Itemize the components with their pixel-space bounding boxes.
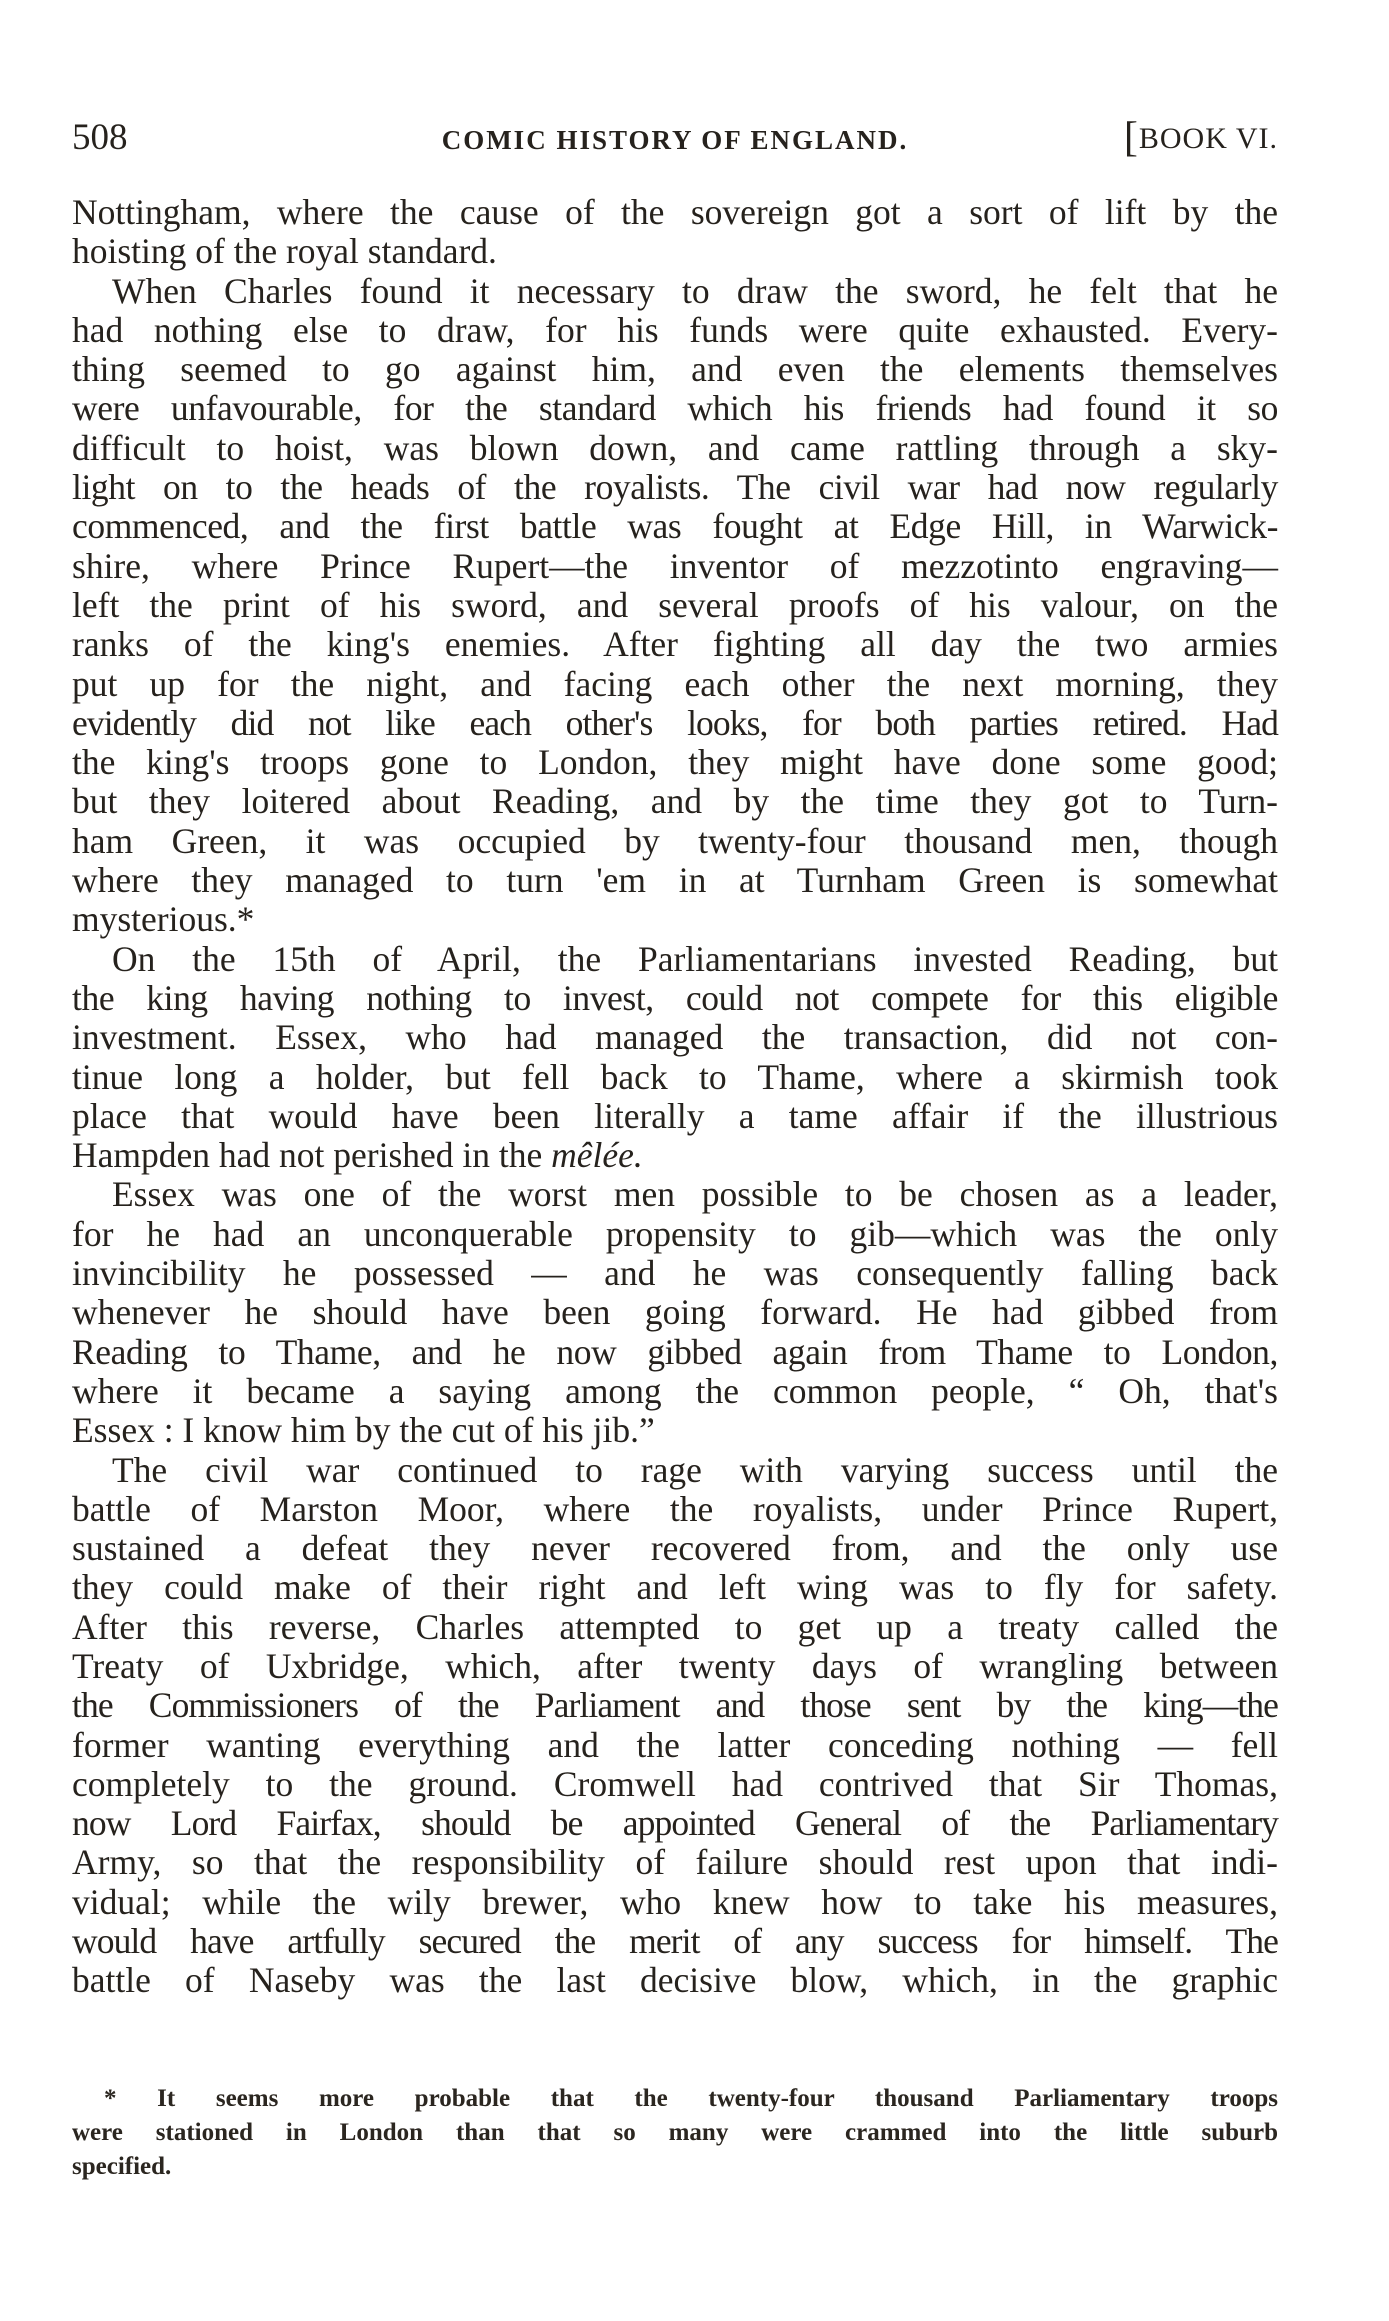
text-line: evidently did not like each other's looks, for both parties retired. Had	[72, 702, 1278, 743]
text-line: had nothing else to draw, for his funds were quite exhausted. Every-	[72, 309, 1278, 350]
footnote	[72, 2082, 1278, 2184]
footnote-line: specified.	[72, 2153, 172, 2180]
text-line: ranks of the king's enemies. After fighting all day the two armies	[72, 624, 1278, 665]
text-line: invincibility he possessed — and he was consequently falling back	[72, 1253, 1278, 1294]
bracket-glyph: [	[1123, 115, 1139, 161]
footnote-line: * It seems more probable that the twenty-four thousand Parliamentary troops	[104, 2085, 1278, 2112]
text-line: Treaty of Uxbridge, which, after twenty days of wrangling between	[72, 1645, 1278, 1686]
text-line: vidual; while the wily brewer, who knew how to take his measures,	[72, 1881, 1278, 1922]
text-line: put up for the night, and facing each other the next morning, they	[72, 663, 1278, 704]
body-text	[72, 193, 1278, 2001]
text-line: light on to the heads of the royalists. The civil war had now regularly	[72, 467, 1278, 508]
text-line: Essex was one of the worst men possible to be chosen as a leader,	[112, 1174, 1278, 1215]
text-line: completely to the ground. Cromwell had contrived that Sir Thomas,	[72, 1763, 1278, 1804]
text-line: thing seemed to go against him, and even the elements themselves	[72, 349, 1278, 390]
text-line: tinue long a holder, but fell back to Thame, where a skirmish took	[72, 1056, 1278, 1097]
page-number: 508	[72, 117, 128, 158]
text-line: Army, so that the responsibility of failure should rest upon that indi-	[72, 1842, 1278, 1883]
book-label-text: BOOK VI.	[1138, 122, 1278, 155]
text-line: shire, where Prince Rupert—the inventor of mezzotinto engraving—	[72, 545, 1278, 586]
text-line: investment. Essex, who had managed the transaction, did not con-	[72, 1017, 1278, 1058]
text-line: where it became a saying among the common people, “ Oh, that's	[72, 1370, 1278, 1411]
running-title: COMIC HISTORY OF ENGLAND.	[441, 125, 909, 155]
italic-word: mêlée.	[551, 1135, 643, 1176]
text-line: When Charles found it necessary to draw the sword, he felt that he	[112, 270, 1278, 311]
text-line: where they managed to turn 'em in at Turnham Green is somewhat	[72, 860, 1278, 901]
paragraph	[72, 940, 1278, 1176]
paragraph	[72, 272, 1278, 940]
text-line: On the 15th of April, the Parliamentarians invested Reading, but	[112, 938, 1278, 979]
text-line: left the print of his sword, and several proofs of his valour, on the	[72, 584, 1278, 625]
text-line: whenever he should have been going forward. He had gibbed from	[72, 1292, 1278, 1333]
text-line: former wanting everything and the latter conceding nothing — fell	[72, 1724, 1278, 1765]
footnote-line: were stationed in London than that so many were crammed into the little suburb	[72, 2119, 1278, 2146]
paragraph	[72, 1175, 1278, 1450]
text-line: now Lord Fairfax, should be appointed General of the Parliamentary	[72, 1803, 1278, 1844]
paragraph	[72, 193, 1278, 272]
text-line: battle of Marston Moor, where the royalists, under Prince Rupert,	[72, 1488, 1278, 1529]
text-line: mysterious.*	[72, 899, 255, 940]
text-line: the king having nothing to invest, could not compete for this eligible	[72, 977, 1278, 1018]
text-line: the Commissioners of the Parliament and those sent by the king—the	[72, 1685, 1278, 1726]
running-head	[72, 114, 1278, 162]
text-run: Hampden had not perished in the	[72, 1135, 552, 1176]
text-line: Reading to Thame, and he now gibbed again from Thame to London,	[72, 1331, 1278, 1372]
text-line: for he had an unconquerable propensity to gib—which was the only	[72, 1213, 1278, 1254]
text-line: Essex : I know him by the cut of his jib.”	[72, 1410, 655, 1451]
text-line: ham Green, it was occupied by twenty-four thousand men, though	[72, 820, 1278, 861]
text-line: would have artfully secured the merit of any success for himself. The	[72, 1921, 1278, 1962]
text-line: commenced, and the first battle was fought at Edge Hill, in Warwick-	[72, 506, 1278, 547]
text-line: were unfavourable, for the standard which his friends had found it so	[72, 388, 1278, 429]
text-line: difficult to hoist, was blown down, and came rattling through a sky-	[72, 427, 1278, 468]
text-line: but they loitered about Reading, and by the time they got to Turn-	[72, 781, 1278, 822]
text-line	[72, 1136, 1278, 1175]
paragraph	[72, 1451, 1278, 2001]
text-line: hoisting of the royal standard.	[72, 231, 497, 272]
text-line: Nottingham, where the cause of the sovereign got a sort of lift by the	[72, 192, 1278, 232]
text-line: sustained a defeat they never recovered from, and the only use	[72, 1528, 1278, 1569]
book-label	[1124, 114, 1278, 163]
text-line: place that would have been literally a tame affair if the illustrious	[72, 1095, 1278, 1136]
text-line: After this reverse, Charles attempted to get up a treaty called the	[72, 1606, 1278, 1647]
text-line: they could make of their right and left wing was to fly for safety.	[72, 1567, 1278, 1608]
text-line: the king's troops gone to London, they might have done some good;	[72, 742, 1278, 783]
text-line: battle of Naseby was the last decisive blow, which, in the graphic	[72, 1960, 1278, 2001]
text-line: The civil war continued to rage with varying success until the	[112, 1449, 1278, 1490]
